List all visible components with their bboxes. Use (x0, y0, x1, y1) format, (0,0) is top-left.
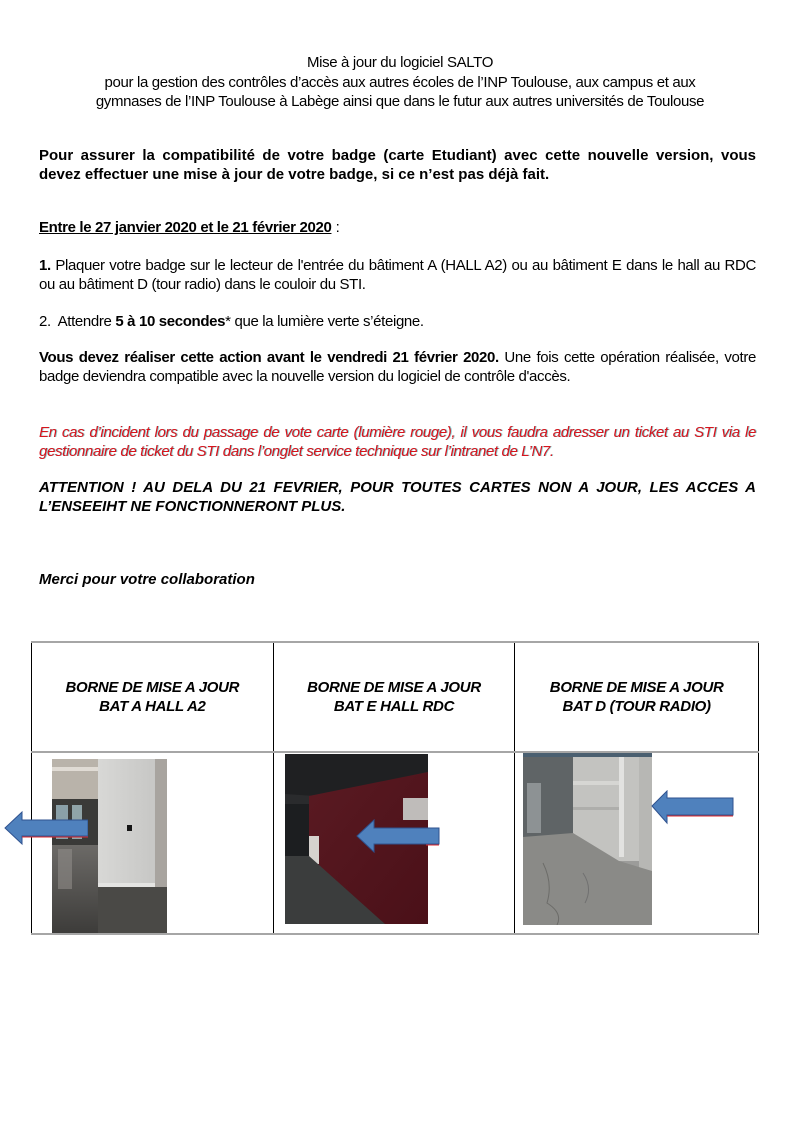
step-1-text: Plaquer votre badge sur le lecteur de l'entrée du bâtiment A (HALL A2) ou au bâtiment E dans le hall au RDC ou au bâtiment D (tour radio) dans le couloir du STI. (39, 257, 756, 293)
bornes-header-d (515, 642, 759, 752)
step-1 (39, 256, 756, 294)
arrow-left-icon (651, 790, 735, 826)
document-subtitle-line-2: gymnases de l’INP Toulouse à Labège ainsi que dans le futur aux autres universités de Toulouse (95, 93, 705, 110)
bornes-header-a (32, 642, 274, 752)
deadline-paragraph (39, 348, 756, 386)
incident-paragraph: En cas d’incident lors du passage de vote carte (lumière rouge), il vous faudra adresser un ticket au STI via le gestionnaire de ticket du STI dans l’onglet service technique sur l’intranet de L’N7. (39, 424, 756, 460)
bornes-header-a-line2: BAT A HALL A2 (99, 698, 206, 715)
bornes-header-e (273, 642, 515, 752)
step-1-number: 1. (39, 257, 51, 274)
bornes-header-e-line2: BAT E HALL RDC (333, 698, 455, 715)
document-subtitle-line-1: pour la gestion des contrôles d’accès aux autres écoles de l’INP Toulouse, aux campus et aux (104, 73, 696, 91)
bornes-header-a-line1: BORNE DE MISE A JOUR (65, 679, 240, 696)
bornes-header-d-line1: BORNE DE MISE A JOUR (549, 679, 724, 696)
bornes-header-e-line1: BORNE DE MISE A JOUR (307, 679, 481, 696)
step-2-emphasis: 5 à 10 secondes (115, 313, 226, 330)
step-2 (39, 312, 756, 331)
hall-a2-photo-image (52, 759, 167, 933)
period-heading (39, 218, 756, 237)
document-header (30, 53, 770, 112)
period-label: Entre le 27 janvier 2020 et le 21 février 2020 (39, 219, 332, 236)
hall-a2-photo (52, 759, 167, 933)
intro-paragraph: Pour assurer la compatibilité de votre badge (carte Etudiant) avec cette nouvelle version, vous devez effectuer une mise à jour de votre badge, si ce n’est pas déjà fait. (39, 147, 756, 183)
period-suffix: : (331, 219, 340, 236)
step-2-number: 2. (39, 313, 51, 330)
arrow-left-icon (356, 818, 440, 854)
bornes-header-row (32, 642, 759, 752)
bornes-header-d-line2: BAT D (TOUR RADIO) (562, 698, 711, 715)
tour-radio-photo (523, 753, 652, 925)
warning-paragraph: ATTENTION ! AU DELA DU 21 FEVRIER, POUR TOUTES CARTES NON A JOUR, LES ACCES A L’ENSEEIHT NE FONCTIONNERONT PLUS. (39, 479, 756, 515)
thanks-line: Merci pour votre collaboration (39, 571, 255, 588)
arrow-left-icon (4, 810, 88, 846)
deadline-rest: Une fois cette opération réalisée, votre badge deviendra compatible avec la nouvelle version du logiciel de contrôle d'accès. (39, 349, 756, 385)
step-2-text-before: Attendre (50, 313, 116, 330)
deadline-bold: Vous devez réaliser cette action avant le vendredi 21 février 2020. (39, 349, 499, 366)
document-title: Mise à jour du logiciel SALTO (306, 54, 494, 71)
step-2-text-after: * que la lumière verte s’éteigne. (225, 313, 424, 330)
tour-radio-photo-image (523, 753, 652, 925)
